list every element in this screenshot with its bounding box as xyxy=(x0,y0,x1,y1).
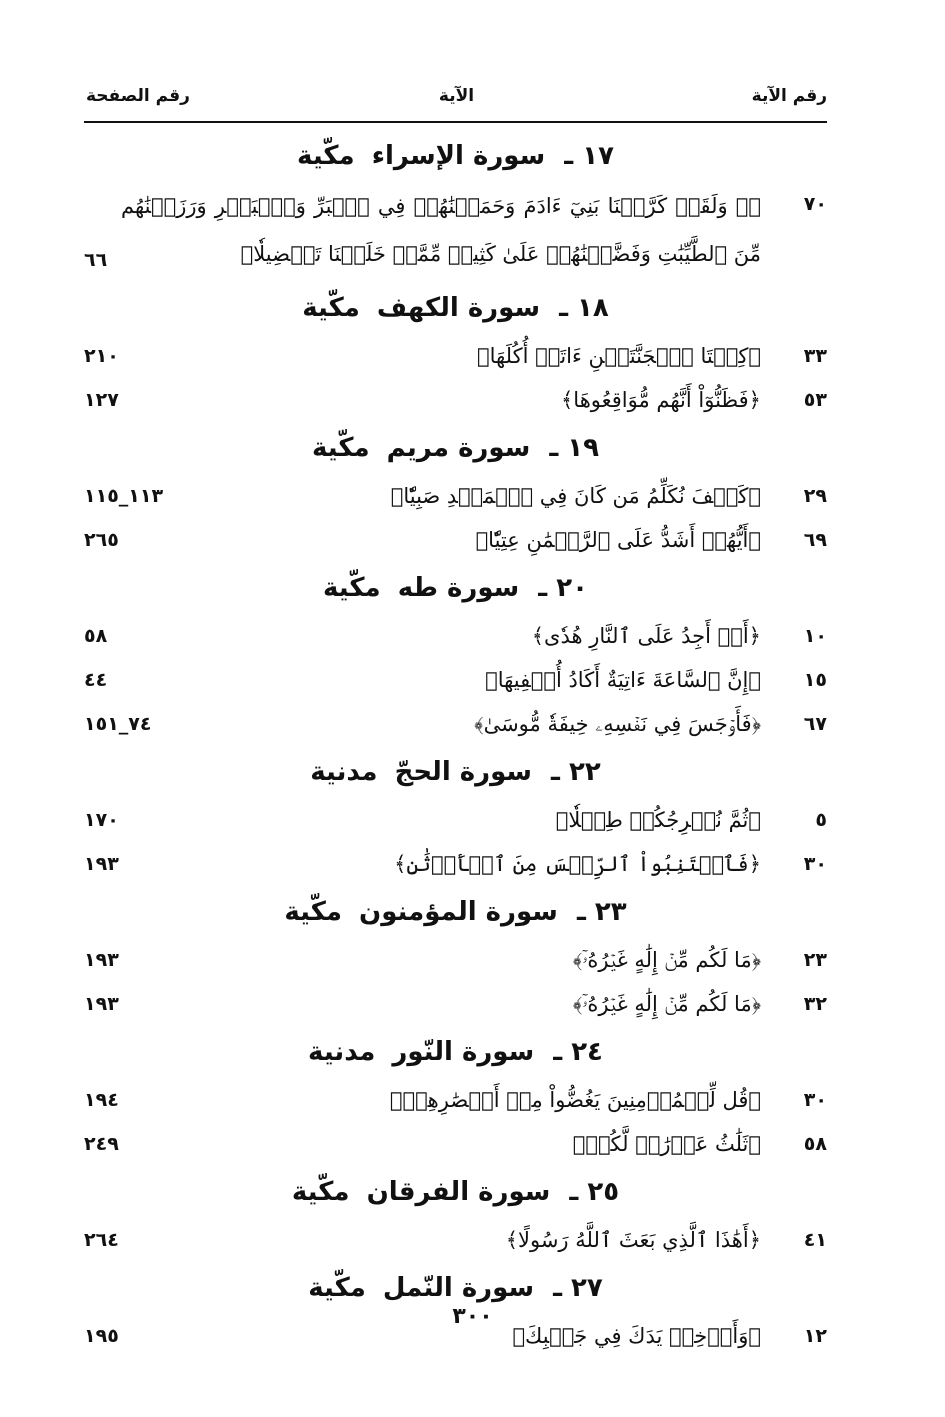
header-ayah: الآية xyxy=(438,86,475,106)
verse-text: ﴿قُل لِّلۡمُؤۡمِنِينَ يَغُضُّواْ مِنۡ أَبۡصَٰرِهِمۡ﴾ xyxy=(389,1088,761,1112)
verse-row xyxy=(84,658,827,702)
header-ayah-number: رقم الآية xyxy=(751,86,827,106)
page-reference: ٧٤_١٥١ xyxy=(84,713,152,735)
surah-number: ٢٠ xyxy=(556,573,588,603)
separator-dash: ـ xyxy=(553,1037,563,1067)
verse-text: ﴿كَيۡفَ نُكَلِّمُ مَن كَانَ فِي ٱلۡمَهۡدِ صَبِيّٗا﴾ xyxy=(390,484,761,508)
ayah-number: ٧٠ xyxy=(803,193,827,215)
surah-type: مكّية xyxy=(297,141,355,171)
surah-type: مكّية xyxy=(284,897,342,927)
ayah-number: ٣٠ xyxy=(803,853,827,875)
verse-text: ﴿أَيُّهُمۡ أَشَدُّ عَلَى ٱلرَّحۡمَٰنِ عِتِيّٗا﴾ xyxy=(475,528,761,552)
surah-name: سورة الكهف xyxy=(376,293,541,323)
verse-row xyxy=(84,378,827,422)
surah-heading xyxy=(84,282,827,334)
verse-row xyxy=(84,182,827,282)
verse-row xyxy=(84,518,827,562)
page-reference: ١٧٠ xyxy=(84,809,119,831)
verse-text: ﴿ثَلَٰثُ عَوۡرَٰتٖ لَّكُمۡ﴾ xyxy=(572,1132,761,1156)
verse-row xyxy=(84,842,827,886)
verse-row xyxy=(84,1218,827,1262)
surah-type: مكّية xyxy=(291,1177,350,1207)
surah-type: مكّية xyxy=(311,433,370,463)
surah-heading xyxy=(84,422,827,474)
page-reference: ٢١٠ xyxy=(84,345,119,367)
surah-type: مكّية xyxy=(308,1273,366,1303)
surah-name: سورة النّمل xyxy=(382,1273,535,1303)
surah-number: ١٧ xyxy=(582,141,614,171)
separator-dash: ـ xyxy=(553,1273,562,1303)
surah-heading xyxy=(84,130,827,182)
surah-heading xyxy=(84,1166,827,1218)
verse-text: ﴿۞ وَلَقَدۡ كَرَّمۡنَا بَنِيٓ ءَادَمَ وَحَمَلۡنَٰهُمۡ فِي ٱلۡبَرِّ وَٱلۡبَحۡرِ وَرَزَقۡنَٰهُم مِّنَ ٱلطَّيِّبَٰتِ وَفَضَّلۡنَٰهُمۡ عَلَىٰ كَثِيرٖ مِّمَّنۡ خَلَقۡنَا تَفۡضِيلٗا﴾ xyxy=(121,194,761,266)
surah-number: ٢٥ xyxy=(587,1177,620,1207)
verse-row xyxy=(84,798,827,842)
verse-text: ﴿أَوۡ أَجِدُ عَلَى ٱلنَّارِ هُدٗى﴾ xyxy=(531,624,761,648)
ayah-number: ٢٩ xyxy=(803,485,827,507)
header-page-number: رقم الصفحة xyxy=(86,86,190,106)
ayah-number: ٣٠ xyxy=(803,1089,827,1111)
verse-index xyxy=(84,130,827,1358)
page-reference: ١٩٣ xyxy=(84,853,119,875)
surah-name: سورة مريم xyxy=(386,433,531,463)
separator-dash: ـ xyxy=(538,573,548,603)
ayah-number: ١٢ xyxy=(803,1325,827,1347)
separator-dash: ـ xyxy=(576,897,586,927)
verse-row xyxy=(84,614,827,658)
separator-dash: ـ xyxy=(551,757,560,787)
surah-type: مكّية xyxy=(302,293,360,323)
surah-name: سورة المؤمنون xyxy=(359,897,558,927)
table-header xyxy=(86,86,827,116)
surah-heading xyxy=(84,886,827,938)
verse-text: ﴿فَٱجۡتَنِبُواْ ٱلرِّجۡسَ مِنَ ٱلۡأَوۡثَٰنِ﴾ xyxy=(394,852,761,876)
separator-dash: ـ xyxy=(564,141,574,171)
ayah-number: ٢٣ xyxy=(803,949,827,971)
ayah-number: ٥٨ xyxy=(803,1133,827,1155)
ayah-number: ١٥ xyxy=(803,669,827,691)
separator-dash: ـ xyxy=(549,433,559,463)
ayah-number: ٣٢ xyxy=(803,993,827,1015)
page-reference: ٤٤ xyxy=(84,669,108,691)
separator-dash: ـ xyxy=(559,293,568,323)
surah-type: مكّية xyxy=(323,573,381,603)
verse-text: ﴿مَا لَكُم مِّنۡ إِلَٰهٍ غَيۡرُهُۥٓ﴾ xyxy=(572,948,761,972)
verse-text: ﴿مَا لَكُم مِّنۡ إِلَٰهٍ غَيۡرُهُۥٓ﴾ xyxy=(572,992,761,1016)
page-reference: ٢٦٥ xyxy=(84,529,119,551)
page-reference: ١٩٣ xyxy=(84,993,119,1015)
page-reference: ٢٤٩ xyxy=(84,1133,119,1155)
verse-text: ﴿إِنَّ ٱلسَّاعَةَ ءَاتِيَةٌ أَكَادُ أُخۡفِيهَا﴾ xyxy=(485,668,761,692)
ayah-number: ٤١ xyxy=(803,1229,827,1251)
page-reference: ١٩٥ xyxy=(84,1325,119,1347)
surah-type: مدنية xyxy=(310,757,378,787)
page-reference: ٦٦ xyxy=(84,249,108,271)
verse-row xyxy=(84,334,827,378)
verse-row xyxy=(84,1078,827,1122)
verse-text: ﴿كِلۡتَا ٱلۡجَنَّتَيۡنِ ءَاتَتۡ أُكُلَهَا﴾ xyxy=(476,344,761,368)
surah-name: سورة النّور xyxy=(392,1037,535,1067)
verse-text: ﴿فَأَوۡجَسَ فِي نَفۡسِهِۦ خِيفَةٗ مُّوسَىٰ﴾ xyxy=(474,712,761,736)
page-reference: ٢٦٤ xyxy=(84,1229,119,1251)
verse-row xyxy=(84,702,827,746)
verse-text: ﴿ثُمَّ نُخۡرِجُكُمۡ طِفۡلٗا﴾ xyxy=(555,808,761,832)
verse-row xyxy=(84,938,827,982)
ayah-number: ٥٣ xyxy=(803,389,827,411)
page-reference: ١٢٧ xyxy=(84,389,119,411)
surah-number: ١٩ xyxy=(567,433,600,463)
surah-name: سورة الفرقان xyxy=(366,1177,551,1207)
verse-row xyxy=(84,474,827,518)
separator-dash: ـ xyxy=(569,1177,579,1207)
surah-name: سورة طه xyxy=(397,573,520,603)
verse-text: ﴿وَأَدۡخِلۡ يَدَكَ فِي جَيۡبِكَ﴾ xyxy=(512,1324,761,1348)
surah-number: ١٨ xyxy=(577,293,609,323)
surah-number: ٢٤ xyxy=(571,1037,603,1067)
page-reference: ١٩٣ xyxy=(84,949,119,971)
surah-name: سورة الإسراء xyxy=(371,141,546,171)
page-number: ٣٠٠ xyxy=(452,1304,493,1329)
page-reference: ١٩٤ xyxy=(84,1089,119,1111)
verse-text: ﴿أَهَٰذَا ٱلَّذِي بَعَثَ ٱللَّهُ رَسُولًا﴾ xyxy=(505,1228,761,1252)
surah-name: سورة الحجّ xyxy=(394,757,532,787)
ayah-number: ٥ xyxy=(815,809,827,831)
surah-number: ٢٢ xyxy=(568,757,601,787)
ayah-number: ٦٩ xyxy=(803,529,827,551)
surah-heading xyxy=(84,1026,827,1078)
surah-heading xyxy=(84,562,827,614)
header-divider xyxy=(84,121,827,123)
verse-row xyxy=(84,1122,827,1166)
verse-row xyxy=(84,982,827,1026)
ayah-number: ٣٣ xyxy=(803,345,827,367)
surah-heading xyxy=(84,746,827,798)
surah-number: ٢٣ xyxy=(594,897,627,927)
ayah-number: ١٠ xyxy=(803,625,827,647)
ayah-number: ٦٧ xyxy=(803,713,827,735)
surah-number: ٢٧ xyxy=(571,1273,603,1303)
page-reference: ٥٨ xyxy=(84,625,108,647)
page-reference: ١١٣_١١٥ xyxy=(84,485,164,507)
surah-type: مدنية xyxy=(308,1037,376,1067)
verse-text: ﴿فَظَنُّوٓاْ أَنَّهُم مُّوَاقِعُوهَا﴾ xyxy=(560,388,761,412)
